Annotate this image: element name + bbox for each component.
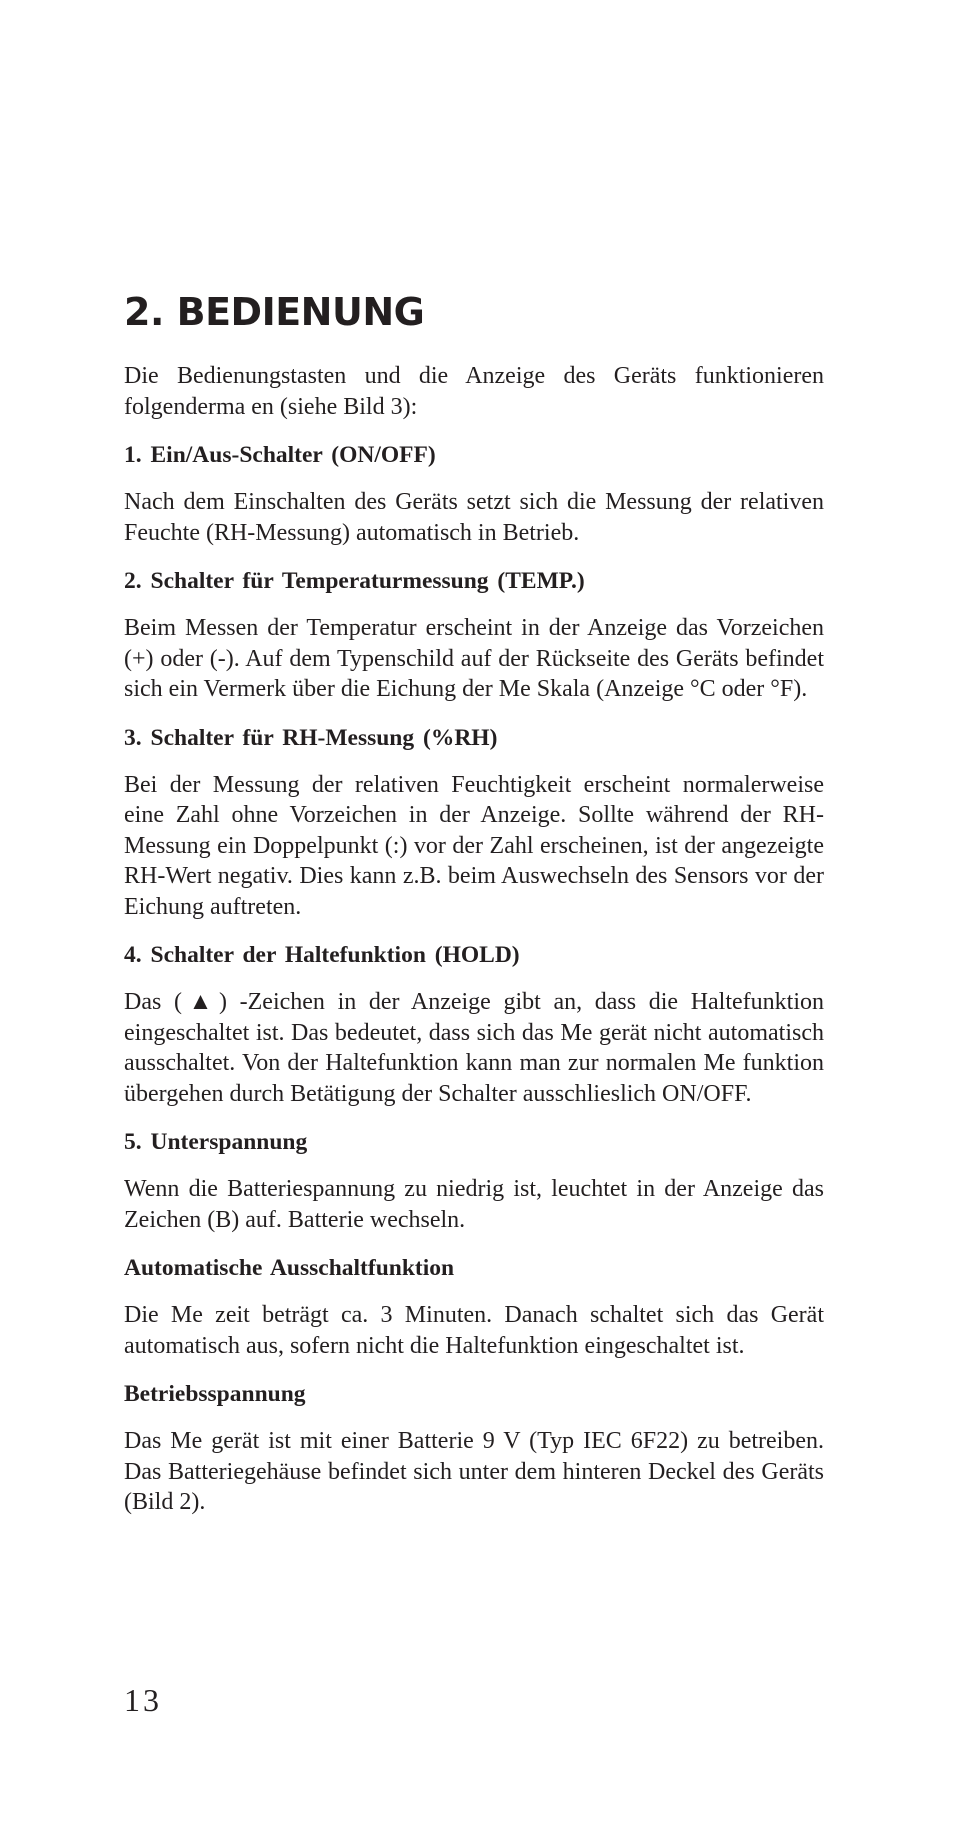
intro-paragraph: Die Bedienungstasten und die Anzeige des Geräts funktionieren folgenderma en (siehe Bild 3): bbox=[124, 363, 824, 420]
section-heading-on-off: 1. Ein/Aus-Schalter (ON/OFF) bbox=[124, 442, 436, 468]
section-heading-hold: 4. Schalter der Haltefunktion (HOLD) bbox=[124, 942, 520, 968]
paragraph-temp: Beim Messen der Temperatur erscheint in der Anzeige das Vorzeichen (+) oder (-). Auf dem Typenschild auf der Rückseite des Geräts befindet sich ein Vermerk über die Eichung der Me Skala (Anzeige °C oder °F). bbox=[124, 615, 824, 702]
page-content bbox=[124, 287, 824, 1536]
paragraph-rh: Bei der Messung der relativen Feuchtigkeit erscheint normalerweise eine Zahl ohne Vorzeichen in der Anzeige. Sollte während der RH-Messung ein Doppelpunkt (:) vor der Zahl erscheinen, ist der angezeigte RH-Wert negativ. Dies kann z.B. beim Auswechseln des Sensors vor der Eichung auftreten. bbox=[124, 771, 824, 920]
section-heading-auto-off: Automatische Ausschaltfunktion bbox=[124, 1255, 455, 1281]
section-heading-temp: 2. Schalter für Temperaturmessung (TEMP.) bbox=[124, 568, 585, 594]
chapter-title: 2. BEDIENUNG bbox=[124, 290, 425, 334]
section-heading-rh: 3. Schalter für RH-Messung (%RH) bbox=[124, 724, 498, 751]
page-number: 13 bbox=[124, 1682, 162, 1718]
paragraph-auto-off: Die Me zeit beträgt ca. 3 Minuten. Danach schaltet sich das Gerät automatisch aus, sofern nicht die Haltefunktion eingeschaltet ist. bbox=[124, 1302, 824, 1359]
paragraph-unterspannung: Wenn die Batteriespannung zu niedrig ist, leuchtet in der Anzeige das Zeichen (B) auf. Batterie wechseln. bbox=[124, 1176, 824, 1233]
section-heading-unterspannung: 5. Unterspannung bbox=[124, 1129, 308, 1155]
section-heading-betriebsspannung: Betriebsspannung bbox=[124, 1381, 306, 1407]
paragraph-on-off: Nach dem Einschalten des Geräts setzt sich die Messung der relativen Feuchte (RH-Messung) automatisch in Betrieb. bbox=[124, 489, 824, 546]
paragraph-hold: Das (▲) -Zeichen in der Anzeige gibt an, dass die Haltefunktion eingeschaltet ist. Das bedeutet, dass sich das Me gerät nicht automatisch ausschaltet. Von der Haltefunktion kann man zur normalen Me funktion übergehen durch Betätigung der Schalter ausschlieslich ON/OFF. bbox=[124, 989, 824, 1107]
paragraph-betriebsspannung: Das Me gerät ist mit einer Batterie 9 V (Typ IEC 6F22) zu betreiben. Das Batteriegehäuse befindet sich unter dem hinteren Deckel des Geräts (Bild 2). bbox=[124, 1428, 824, 1515]
